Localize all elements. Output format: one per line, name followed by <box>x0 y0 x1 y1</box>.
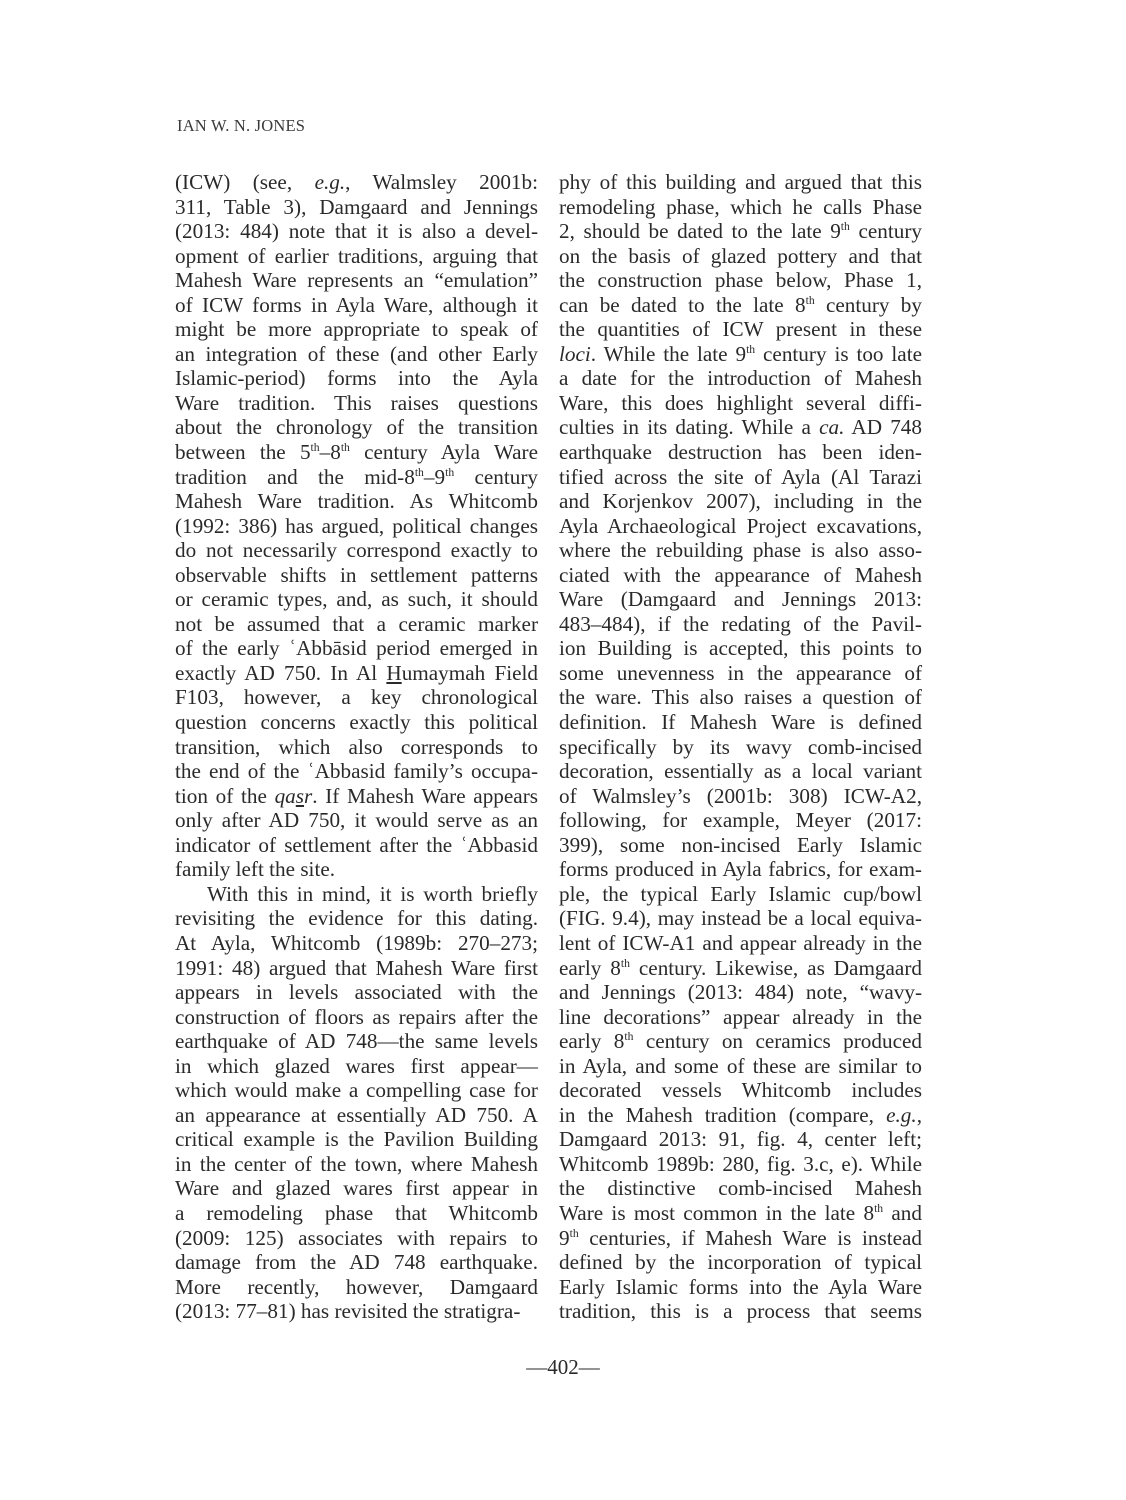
text-line: Damgaard 2013: 91, fig. 4, center left; <box>559 1127 922 1152</box>
text-line: Islamic-period) forms into the Ayla <box>175 366 538 391</box>
text-line: 399), some non-incised Early Islamic <box>559 832 922 857</box>
text-line: Ayla Archaeological Project excavations, <box>559 513 922 538</box>
text-line: can be dated to the late 8th century by <box>559 292 922 317</box>
text-line: in the Mahesh tradition (compare, e.g., <box>559 1102 922 1127</box>
text-line: might be more appropriate to speak of <box>175 317 538 342</box>
text-line: family left the site. <box>175 857 336 882</box>
text-line: in which glazed wares first appear— <box>175 1053 538 1078</box>
text-line: decorated vessels Whitcomb includes <box>559 1078 922 1103</box>
text-line: tradition, this is a process that seems <box>559 1299 922 1324</box>
text-line: following, for example, Meyer (2017: <box>559 808 922 833</box>
text-line: on the basis of glazed pottery and that <box>559 243 922 268</box>
text-line: (ICW) (see, e.g., Walmsley 2001b: <box>175 170 538 194</box>
text-line: (2013: 77–81) has revisited the stratigra- <box>175 1299 521 1324</box>
text-line: exactly AD 750. In Al Humaymah Field <box>175 660 538 685</box>
text-line: decoration, essentially as a local variant <box>559 759 922 784</box>
text-line: (2013: 484) note that it is also a devel- <box>175 219 538 244</box>
text-line: opment of earlier traditions, arguing that <box>175 243 538 268</box>
text-line: appears in levels associated with the <box>175 980 538 1005</box>
text-line: in the center of the town, where Mahesh <box>175 1151 538 1176</box>
text-line: where the rebuilding phase is also asso- <box>559 538 922 563</box>
text-line: ciated with the appearance of Mahesh <box>559 562 922 587</box>
page-number: —402— <box>526 1355 600 1379</box>
text-line: Whitcomb 1989b: 280, fig. 3.c, e). While <box>559 1151 922 1176</box>
text-line: (FIG. 9.4), may instead be a local equiva- <box>559 906 922 931</box>
text-line: 9th centuries, if Mahesh Ware is instead <box>559 1225 922 1250</box>
text-line: (2009: 125) associates with repairs to <box>175 1225 538 1250</box>
text-line: early 8th century on ceramics produced <box>559 1029 922 1054</box>
text-line: Mahesh Ware represents an “emulation” <box>175 268 538 293</box>
text-line: the distinctive comb-incised Mahesh <box>559 1176 922 1201</box>
text-line: between the 5th–8th century Ayla Ware <box>175 440 538 465</box>
text-line: Ware is most common in the late 8th and <box>559 1200 922 1225</box>
text-line: in Ayla, and some of these are similar to <box>559 1053 922 1078</box>
text-line: of ICW forms in Ayla Ware, although it <box>175 292 538 317</box>
text-line: specifically by its wavy comb-incised <box>559 734 922 759</box>
text-line: ion Building is accepted, this points to <box>559 636 922 661</box>
text-line: 1991: 48) argued that Mahesh Ware first <box>175 955 538 980</box>
text-line: lent of ICW-A1 and appear already in the <box>559 930 922 955</box>
text-line: construction of floors as repairs after the <box>175 1004 538 1029</box>
text-line: earthquake of AD 748—the same levels <box>175 1029 538 1054</box>
text-line: the construction phase below, Phase 1, <box>559 268 922 293</box>
text-line: which would make a compelling case for <box>175 1078 538 1103</box>
right-column <box>559 170 922 1324</box>
text-line: Ware, this does highlight several diffi- <box>559 390 922 415</box>
text-line: 2, should be dated to the late 9th century <box>559 219 922 244</box>
text-line: about the chronology of the transition <box>175 415 538 440</box>
text-line: do not necessarily correspond exactly to <box>175 538 538 563</box>
text-line: of the early ʿAbbāsid period emerged in <box>175 636 538 661</box>
text-line: damage from the AD 748 earthquake. <box>175 1250 538 1275</box>
text-line: early 8th century. Likewise, as Damgaard <box>559 955 922 980</box>
text-line: Early Islamic forms into the Ayla Ware <box>559 1274 922 1299</box>
text-line: and Jennings (2013: 484) note, “wavy- <box>559 980 922 1005</box>
text-line: transition, which also corresponds to <box>175 734 538 759</box>
text-line: an integration of these (and other Early <box>175 341 538 366</box>
left-column <box>175 170 538 1324</box>
text-line: the quantities of ICW present in these <box>559 317 922 342</box>
text-line: the ware. This also raises a question of <box>559 685 922 710</box>
text-line: a remodeling phase that Whitcomb <box>175 1200 538 1225</box>
text-line: With this in mind, it is worth briefly <box>207 881 538 906</box>
text-line: the end of the ʿAbbasid family’s occupa- <box>175 759 538 784</box>
text-line: At Ayla, Whitcomb (1989b: 270–273; <box>175 930 538 955</box>
text-line: culties in its dating. While a ca. AD 748 <box>559 415 922 440</box>
text-line: tion of the qasr. If Mahesh Ware appears <box>175 783 538 808</box>
text-line: tified across the site of Ayla (Al Tarazi <box>559 464 922 489</box>
text-line: a date for the introduction of Mahesh <box>559 366 922 391</box>
text-line: of Walmsley’s (2001b: 308) ICW-A2, <box>559 783 922 808</box>
text-line: an appearance at essentially AD 750. A <box>175 1102 538 1127</box>
text-line: ple, the typical Early Islamic cup/bowl <box>559 881 922 906</box>
text-line: remodeling phase, which he calls Phase <box>559 194 922 219</box>
text-line: 483–484), if the redating of the Pavil- <box>559 611 922 636</box>
text-line: 311, Table 3), Damgaard and Jennings <box>175 194 538 219</box>
text-line: line decorations” appear already in the <box>559 1004 922 1029</box>
text-line: or ceramic types, and, as such, it should <box>175 587 538 612</box>
text-line: More recently, however, Damgaard <box>175 1274 538 1299</box>
text-line: not be assumed that a ceramic marker <box>175 611 538 636</box>
text-line: and Korjenkov 2007), including in the <box>559 489 922 514</box>
text-line: tradition and the mid-8th–9th century <box>175 464 538 489</box>
text-line: Ware tradition. This raises questions <box>175 390 538 415</box>
text-line: critical example is the Pavilion Building <box>175 1127 538 1152</box>
running-head: IAN W. N. JONES <box>177 116 306 135</box>
text-line: earthquake destruction has been iden- <box>559 440 922 465</box>
text-line: question concerns exactly this political <box>175 710 538 735</box>
text-line: indicator of settlement after the ʿAbbasid <box>175 832 538 857</box>
text-line: forms produced in Ayla fabrics, for exam- <box>559 857 922 882</box>
text-line: F103, however, a key chronological <box>175 685 538 710</box>
text-line: Ware and glazed wares first appear in <box>175 1176 538 1201</box>
text-line: defined by the incorporation of typical <box>559 1250 922 1275</box>
text-line: revisiting the evidence for this dating. <box>175 906 538 931</box>
text-line: observable shifts in settlement patterns <box>175 562 538 587</box>
text-line: only after AD 750, it would serve as an <box>175 808 538 833</box>
text-line: loci. While the late 9th century is too late <box>559 341 922 366</box>
text-line: definition. If Mahesh Ware is defined <box>559 710 922 735</box>
text-line: phy of this building and argued that this <box>559 170 922 194</box>
text-line: Mahesh Ware tradition. As Whitcomb <box>175 489 538 514</box>
text-line: some unevenness in the appearance of <box>559 660 922 685</box>
text-line: Ware (Damgaard and Jennings 2013: <box>559 587 922 612</box>
text-line: (1992: 386) has argued, political changes <box>175 513 538 538</box>
